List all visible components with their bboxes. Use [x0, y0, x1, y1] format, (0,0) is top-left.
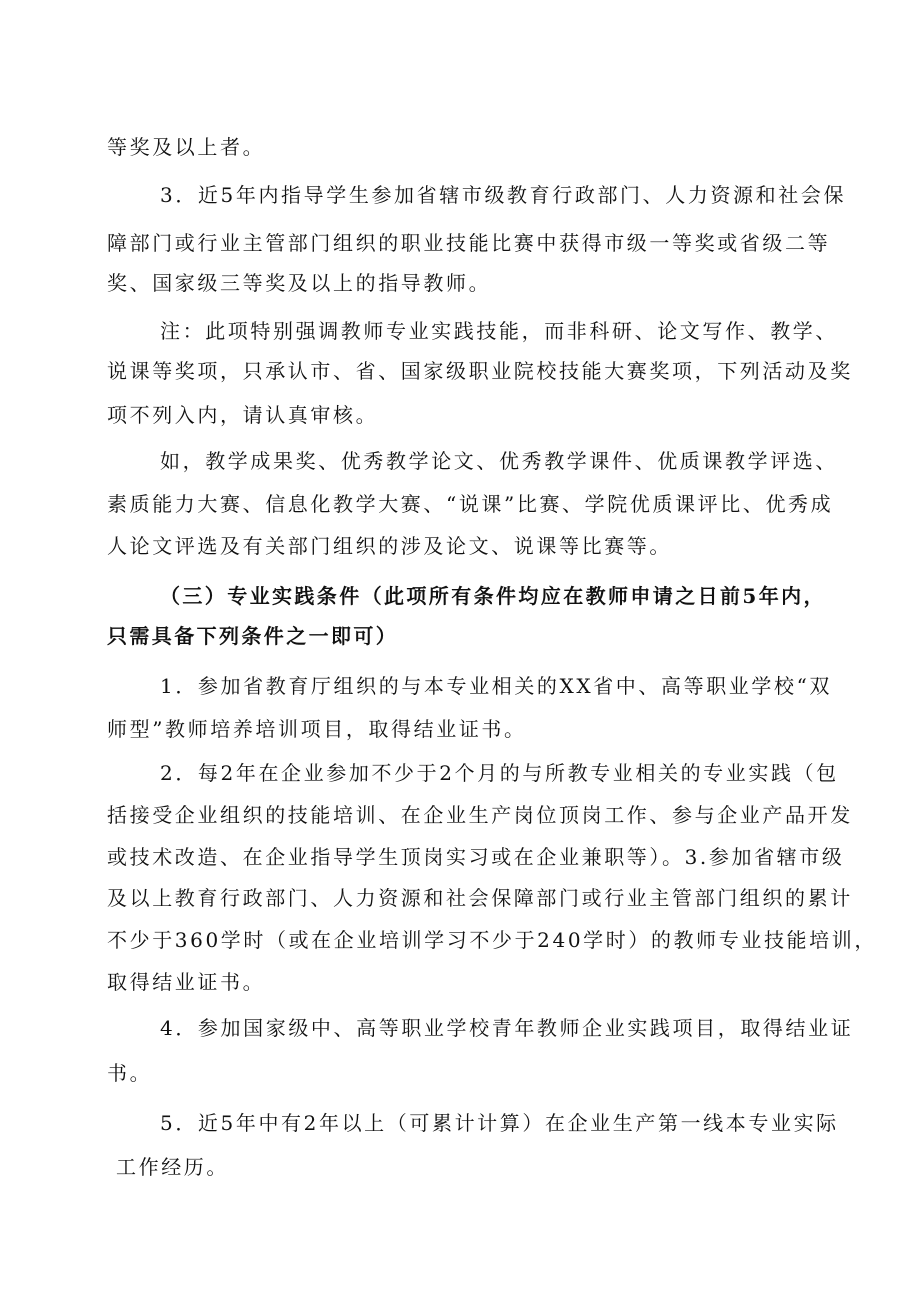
note-line-2: 说课等奖项，只承认市、省、国家级职业院校技能大赛奖项，下列活动及奖: [107, 359, 853, 383]
text-line-1: 等奖及以上者。: [107, 135, 266, 159]
item-3-line-3: 不少于360学时（或在企业培训学习不少于240学时）的教师专业技能培训，: [107, 928, 877, 952]
item-2-line-3: 或技术改造、在企业指导学生顶岗实习或在企业兼职等）。3.参加省辖市级: [107, 845, 845, 869]
item-4-line-2: 书。: [107, 1061, 153, 1085]
text-line-4: 奖、国家级三等奖及以上的指导教师。: [107, 271, 492, 295]
note-line-3: 项不列入内，请认真审核。: [107, 403, 379, 427]
item-5-line-1: 5．近5年中有2年以上（可累计计算）在企业生产第一线本专业实际: [160, 1111, 839, 1135]
text-line-3: 障部门或行业主管部门组织的职业技能比赛中获得市级一等奖或省级二等: [107, 231, 831, 255]
item-3-line-4: 取得结业证书。: [107, 970, 266, 994]
example-line-2: 素质能力大赛、信息化教学大赛、“说课”比赛、学院优质课评比、优秀成: [107, 492, 834, 516]
item-5-line-2: 工作经历。: [116, 1155, 229, 1179]
item-2-line-2: 括接受企业组织的技能培训、在企业生产岗位顶岗工作、参与企业产品开发: [107, 803, 853, 827]
section-heading-line-1: （三）专业实践条件（此项所有条件均应在教师申请之日前5年内，: [160, 584, 826, 608]
section-heading-line-2: 只需具备下列条件之一即可）: [107, 624, 399, 648]
item-1-line-1: 1．参加省教育厅组织的与本专业相关的XX省中、高等职业学校“双: [160, 674, 833, 698]
item-4-line-1: 4．参加国家级中、高等职业学校青年教师企业实践项目，取得结业证: [160, 1016, 854, 1040]
item-1-line-2: 师型”教师培养培训项目，取得结业证书。: [107, 717, 527, 741]
item-2-line-1: 2．每2年在企业参加不少于2个月的与所教专业相关的专业实践（包: [160, 761, 839, 785]
text-line-2: 3．近5年内指导学生参加省辖市级教育行政部门、人力资源和社会保: [160, 183, 847, 207]
example-line-3: 人论文评选及有关部门组织的涉及论文、说课等比赛等。: [107, 534, 672, 558]
item-3-line-2: 及以上教育行政部门、人力资源和社会保障部门或行业主管部门组织的累计: [107, 886, 853, 910]
example-line-1: 如，教学成果奖、优秀教学论文、优秀教学课件、优质课教学评选、: [160, 449, 838, 473]
note-line-1: 注：此项特别强调教师专业实践技能，而非科研、论文写作、教学、: [160, 319, 838, 343]
